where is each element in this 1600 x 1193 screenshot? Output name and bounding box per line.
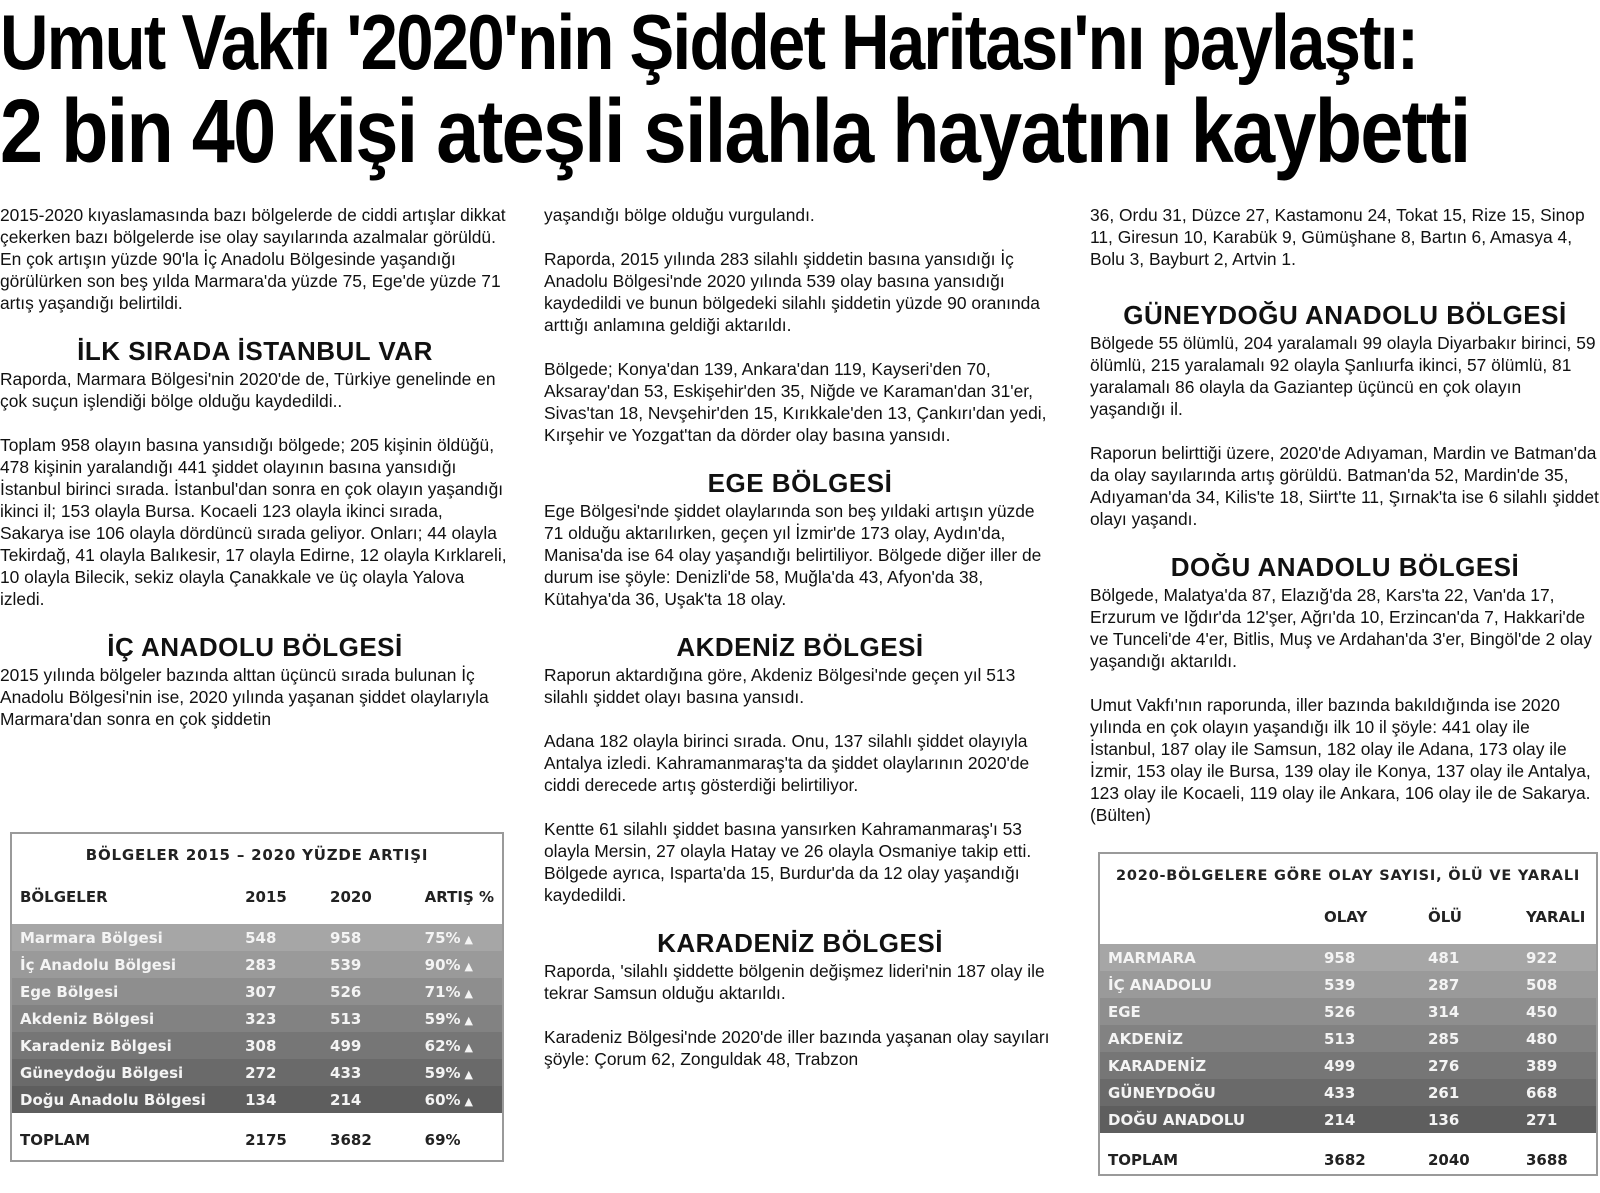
column-header: 2020 [330, 888, 372, 906]
injured-count: 480 [1526, 1029, 1558, 1048]
death-count: 314 [1428, 1002, 1460, 1021]
region-name: Marmara Bölgesi [20, 928, 163, 947]
increase-percent: 62% [424, 1036, 461, 1055]
events-deaths-injuries-table [1098, 852, 1598, 1176]
table-total-row [12, 1113, 502, 1167]
region-name: KARADENİZ [1108, 1056, 1207, 1075]
table-row [12, 1086, 502, 1113]
up-triangle-icon: ▲ [464, 932, 474, 946]
section-heading: İÇ ANADOLU BÖLGESİ [107, 632, 403, 662]
article-column-3 [1090, 204, 1600, 848]
total-2015: 2175 [245, 1131, 287, 1149]
region-name: DOĞU ANADOLU [1108, 1110, 1246, 1129]
death-count: 285 [1428, 1029, 1460, 1048]
death-count: 261 [1428, 1083, 1460, 1102]
total-events: 3682 [1324, 1151, 1366, 1169]
up-triangle-icon: ▲ [464, 1013, 474, 1027]
section-heading: KARADENİZ BÖLGESİ [657, 928, 943, 958]
value-2020: 958 [330, 928, 362, 947]
region-name: Doğu Anadolu Bölgesi [20, 1090, 206, 1109]
increase-percent: 90% [424, 955, 461, 974]
headline [0, 0, 1470, 182]
region-name: Karadeniz Bölgesi [20, 1036, 172, 1055]
increase-percent-cell [417, 924, 502, 951]
table-row [1100, 944, 1596, 971]
death-count: 276 [1428, 1056, 1460, 1075]
value-2015: 283 [245, 955, 277, 974]
increase-percent: 59% [424, 1063, 461, 1082]
article-column-1 [0, 204, 510, 752]
injured-count: 389 [1526, 1056, 1558, 1075]
column-header: ARTIŞ % [424, 888, 494, 906]
section-heading: GÜNEYDOĞU ANADOLU BÖLGESİ [1123, 300, 1567, 330]
table-row [12, 978, 502, 1005]
value-2020: 499 [330, 1036, 362, 1055]
value-2015: 548 [245, 928, 277, 947]
article-column-2 [544, 204, 1056, 1092]
paragraph: Bölgede; Konya'dan 139, Ankara'dan 119, Kayseri'den 70, Aksaray'dan 53, Eskişehir'den 35, Niğde ve Karaman'dan 31'er, Sivas'tan 18, Nevşehir'den 15, Kırıkkale'den 13, Çankırı'dan yedi, Kırşehir ve Yozgat'tan da dörder olay basına yansıdı. [544, 359, 1047, 445]
regional-increase-table [10, 832, 504, 1162]
value-2020: 539 [330, 955, 362, 974]
value-2015: 308 [245, 1036, 277, 1055]
event-count: 539 [1324, 975, 1356, 994]
event-count: 499 [1324, 1056, 1356, 1075]
table-row [1100, 1025, 1596, 1052]
section-heading: EGE BÖLGESİ [707, 468, 893, 498]
value-2020: 513 [330, 1009, 362, 1028]
region-name: İç Anadolu Bölgesi [20, 955, 177, 974]
table-row [12, 1032, 502, 1059]
table-row [1100, 1106, 1596, 1133]
paragraph: Raporun aktardığına göre, Akdeniz Bölgesi'nde geçen yıl 513 silahlı şiddet olayı basına yansıdı. [544, 665, 1016, 707]
up-triangle-icon: ▲ [464, 1040, 474, 1054]
table-row [1100, 971, 1596, 998]
total-2020: 3682 [330, 1131, 372, 1149]
event-count: 214 [1324, 1110, 1356, 1129]
increase-percent-cell [417, 1086, 502, 1113]
paragraph: Raporda, 2015 yılında 283 silahlı şiddetin basına yansıdığı İç Anadolu Bölgesi'nde 2020 yılında 539 olay basına yansıdığı kaydedildi ve bunun bölgedeki silahlı şiddetin yüzde 90 oranında arttığı anlamına geldiği aktarıldı. [544, 249, 1040, 335]
paragraph: Raporun belirttiği üzere, 2020'de Adıyaman, Mardin ve Batman'da da olay sayılarında artış görüldü. Batman'da 52, Mardin'de 35, Adıyaman'da 34, Kilis'te 18, Siirt'te 11, Şırnak'ta ise 6 silahlı şiddet olayı yaşandı. [1090, 443, 1599, 529]
death-count: 136 [1428, 1110, 1460, 1129]
value-2015: 272 [245, 1063, 277, 1082]
paragraph: Umut Vakfı'nın raporunda, iller bazında bakıldığında ise 2020 yılında en çok olayın yaşandığı ilk 10 il şöyle: 441 olay ile İstanbul, 187 olay ile Samsun, 182 olay ile Adana, 173 olay ile İzmir, 153 olay ile Bursa, 139 olay ile Konya, 137 olay ile Antalya, 123 olay ile Kocaeli, 119 olay ile Ankara, 106 olay ile de Sakarya. (Bülten) [1090, 695, 1591, 825]
value-2015: 323 [245, 1009, 277, 1028]
headline-line-1: Umut Vakfı '2020'nin Şiddet Haritası'nı paylaştı: [0, 0, 1418, 86]
total-percent: 69% [424, 1131, 461, 1149]
table-row [12, 951, 502, 978]
value-2015: 134 [245, 1090, 277, 1109]
up-triangle-icon: ▲ [464, 1067, 474, 1081]
column-header: OLAY [1324, 908, 1368, 926]
table-row [12, 924, 502, 951]
paragraph: Adana 182 olayla birinci sırada. Onu, 137 silahlı şiddet olayıyla Antalya izledi. Kahramanmaraş'ta da şiddet olaylarının 2020'de ciddi derecede artış gösterdiği belirtiliyor. [544, 731, 1030, 795]
headline-line-2: 2 bin 40 kişi ateşli silahla hayatını kaybetti [0, 82, 1470, 182]
increase-percent: 59% [424, 1009, 461, 1028]
up-triangle-icon: ▲ [464, 959, 474, 973]
value-2015: 307 [245, 982, 277, 1001]
paragraph: Bölgede 55 ölümlü, 204 yaralamalı 99 olayla Diyarbakır birinci, 59 ölümlü, 215 yaralamalı 92 olayla Şanlıurfa ikinci, 57 ölümlü, 81 yaralamalı 86 olayla da Gaziantep üçüncü en çok olayın yaşandığı il. [1090, 333, 1596, 419]
event-count: 513 [1324, 1029, 1356, 1048]
total-injured: 3688 [1526, 1151, 1568, 1169]
column-header: ÖLÜ [1428, 908, 1462, 926]
region-name: GÜNEYDOĞU [1108, 1083, 1216, 1102]
region-name: Güneydoğu Bölgesi [20, 1063, 184, 1082]
injured-count: 508 [1526, 975, 1558, 994]
paragraph: 2015 yılında bölgeler bazında alttan üçüncü sırada bulunan İç Anadolu Bölgesi'nin ise, 2020 yılında yaşanan şiddet olaylarıyla Marmara'dan sonra en çok şiddetin [0, 665, 489, 729]
event-count: 526 [1324, 1002, 1356, 1021]
injured-count: 668 [1526, 1083, 1558, 1102]
column-header: BÖLGELER [20, 888, 108, 906]
section-heading: İLK SIRADA İSTANBUL VAR [77, 336, 433, 366]
injured-count: 450 [1526, 1002, 1558, 1021]
column-header [1100, 890, 1316, 944]
region-name: AKDENİZ [1108, 1029, 1183, 1048]
region-name: EGE [1108, 1002, 1141, 1021]
region-name: İÇ ANADOLU [1108, 975, 1212, 994]
increase-percent-cell [417, 1005, 502, 1032]
paragraph: Bölgede, Malatya'da 87, Elazığ'da 28, Kars'ta 22, Van'da 17, Erzurum ve Iğdır'da 12'şer, Ağrı'da 10, Erzincan'da 7, Hakkari'de ve Tunceli'de 4'er, Bitlis, Muş ve Ardahan'da 3'er, Bingöl'de 2 olay yaşandığı aktarıldı. [1090, 585, 1592, 671]
paragraph: Kentte 61 silahlı şiddet basına yansırken Kahramanmaraş'ı 53 olayla Mersin, 27 olayla Hatay ve 26 olayla Osmaniye takip etti. Bölgede ayrıca, Isparta'da 15, Burdur'da da 12 olay yaşandığı kaydedildi. [544, 819, 1032, 905]
table-row [1100, 1052, 1596, 1079]
total-label: TOPLAM [20, 1131, 91, 1149]
region-name: Ege Bölgesi [20, 982, 119, 1001]
up-triangle-icon: ▲ [464, 1094, 474, 1108]
value-2020: 433 [330, 1063, 362, 1082]
paragraph: Toplam 958 olayın basına yansıdığı bölgede; 205 kişinin öldüğü, 478 kişinin yaralandığı 441 şiddet olayının basına yansıdığı İstanbul birinci sırada. İstanbul'dan sonra en çok olayın yaşandığı ikinci il; 153 olayla Bursa. Kocaeli 123 olayla ikinci sırada, Sakarya ise 106 olayla dördüncü sırada geliyor. Onları; 44 olayla Tekirdağ, 41 olayla Balıkesir, 17 olayla Edirne, 12 olayla Kırklareli, 10 olayla Bilecik, sekiz olayla Çanakkale ve üç olayla Yalova izledi. [0, 435, 507, 609]
table-row [1100, 998, 1596, 1025]
up-triangle-icon: ▲ [464, 986, 474, 1000]
paragraph: Raporda, Marmara Bölgesi'nin 2020'de de, Türkiye genelinde en çok suçun işlendiği bölge olduğu kaydedildi.. [0, 369, 496, 411]
value-2020: 214 [330, 1090, 362, 1109]
paragraph: Karadeniz Bölgesi'nde 2020'de iller bazında yaşanan olay sayıları şöyle: Çorum 62, Zonguldak 48, Trabzon [544, 1027, 1050, 1069]
table-row [12, 1005, 502, 1032]
death-count: 481 [1428, 948, 1460, 967]
section-heading: AKDENİZ BÖLGESİ [676, 632, 924, 662]
table-row [1100, 1079, 1596, 1106]
increase-percent-cell [417, 1059, 502, 1086]
paragraph: Raporda, 'silahlı şiddette bölgenin değişmez lideri'nin 187 olay ile tekrar Samsun olduğu aktarıldı. [544, 961, 1045, 1003]
table-row [12, 1059, 502, 1086]
death-count: 287 [1428, 975, 1460, 994]
total-label: TOPLAM [1108, 1151, 1179, 1169]
paragraph: Ege Bölgesi'nde şiddet olaylarında son beş yıldaki artışın yüzde 71 olduğu aktarılırken, geçen yıl İzmir'de 173 olay, Aydın'da, Manisa'da ise 64 olay yaşandığı belirtiliyor. Bölgede diğer iller de durum ise şöyle: Denizli'de 58, Muğla'da 43, Afyon'da 38, Kütahya'da 36, Uşak'ta 18 olay. [544, 501, 1042, 609]
table-total-row [1100, 1133, 1596, 1187]
increase-percent: 71% [424, 982, 461, 1001]
increase-percent-cell [417, 978, 502, 1005]
increase-percent: 60% [424, 1090, 461, 1109]
event-count: 958 [1324, 948, 1356, 967]
table-title: BÖLGELER 2015 – 2020 YÜZDE ARTIŞI [85, 846, 429, 864]
column-header: YARALI [1526, 908, 1586, 926]
increase-percent: 75% [424, 928, 461, 947]
value-2020: 526 [330, 982, 362, 1001]
paragraph: 36, Ordu 31, Düzce 27, Kastamonu 24, Tokat 15, Rize 15, Sinop 11, Giresun 10, Karabük 9, Gümüşhane 8, Bartın 6, Amasya 4, Bolu 3, Bayburt 2, Artvin 1. [1090, 205, 1585, 269]
event-count: 433 [1324, 1083, 1356, 1102]
table-title: 2020-BÖLGELERE GÖRE OLAY SAYISI, ÖLÜ VE YARALI [1115, 868, 1581, 884]
paragraph: yaşandığı bölge olduğu vurgulandı. [544, 205, 815, 225]
region-name: Akdeniz Bölgesi [20, 1009, 155, 1028]
injured-count: 922 [1526, 948, 1558, 967]
increase-percent-cell [417, 1032, 502, 1059]
total-deaths: 2040 [1428, 1151, 1470, 1169]
paragraph: 2015-2020 kıyaslamasında bazı bölgelerde de ciddi artışlar dikkat çekerken bazı bölgelerde ise olay sayılarında azalmalar görüldü. En çok artışın yüzde 90'la İç Anadolu Bölgesinde yaşandığı görülürken son beş yılda Marmara'da yüzde 75, Ege'de yüzde 71 artış yaşandığı belirtildi. [0, 205, 506, 313]
injured-count: 271 [1526, 1110, 1558, 1129]
section-heading: DOĞU ANADOLU BÖLGESİ [1170, 552, 1520, 582]
column-header: 2015 [245, 888, 287, 906]
region-name: MARMARA [1108, 948, 1196, 967]
increase-percent-cell [417, 951, 502, 978]
